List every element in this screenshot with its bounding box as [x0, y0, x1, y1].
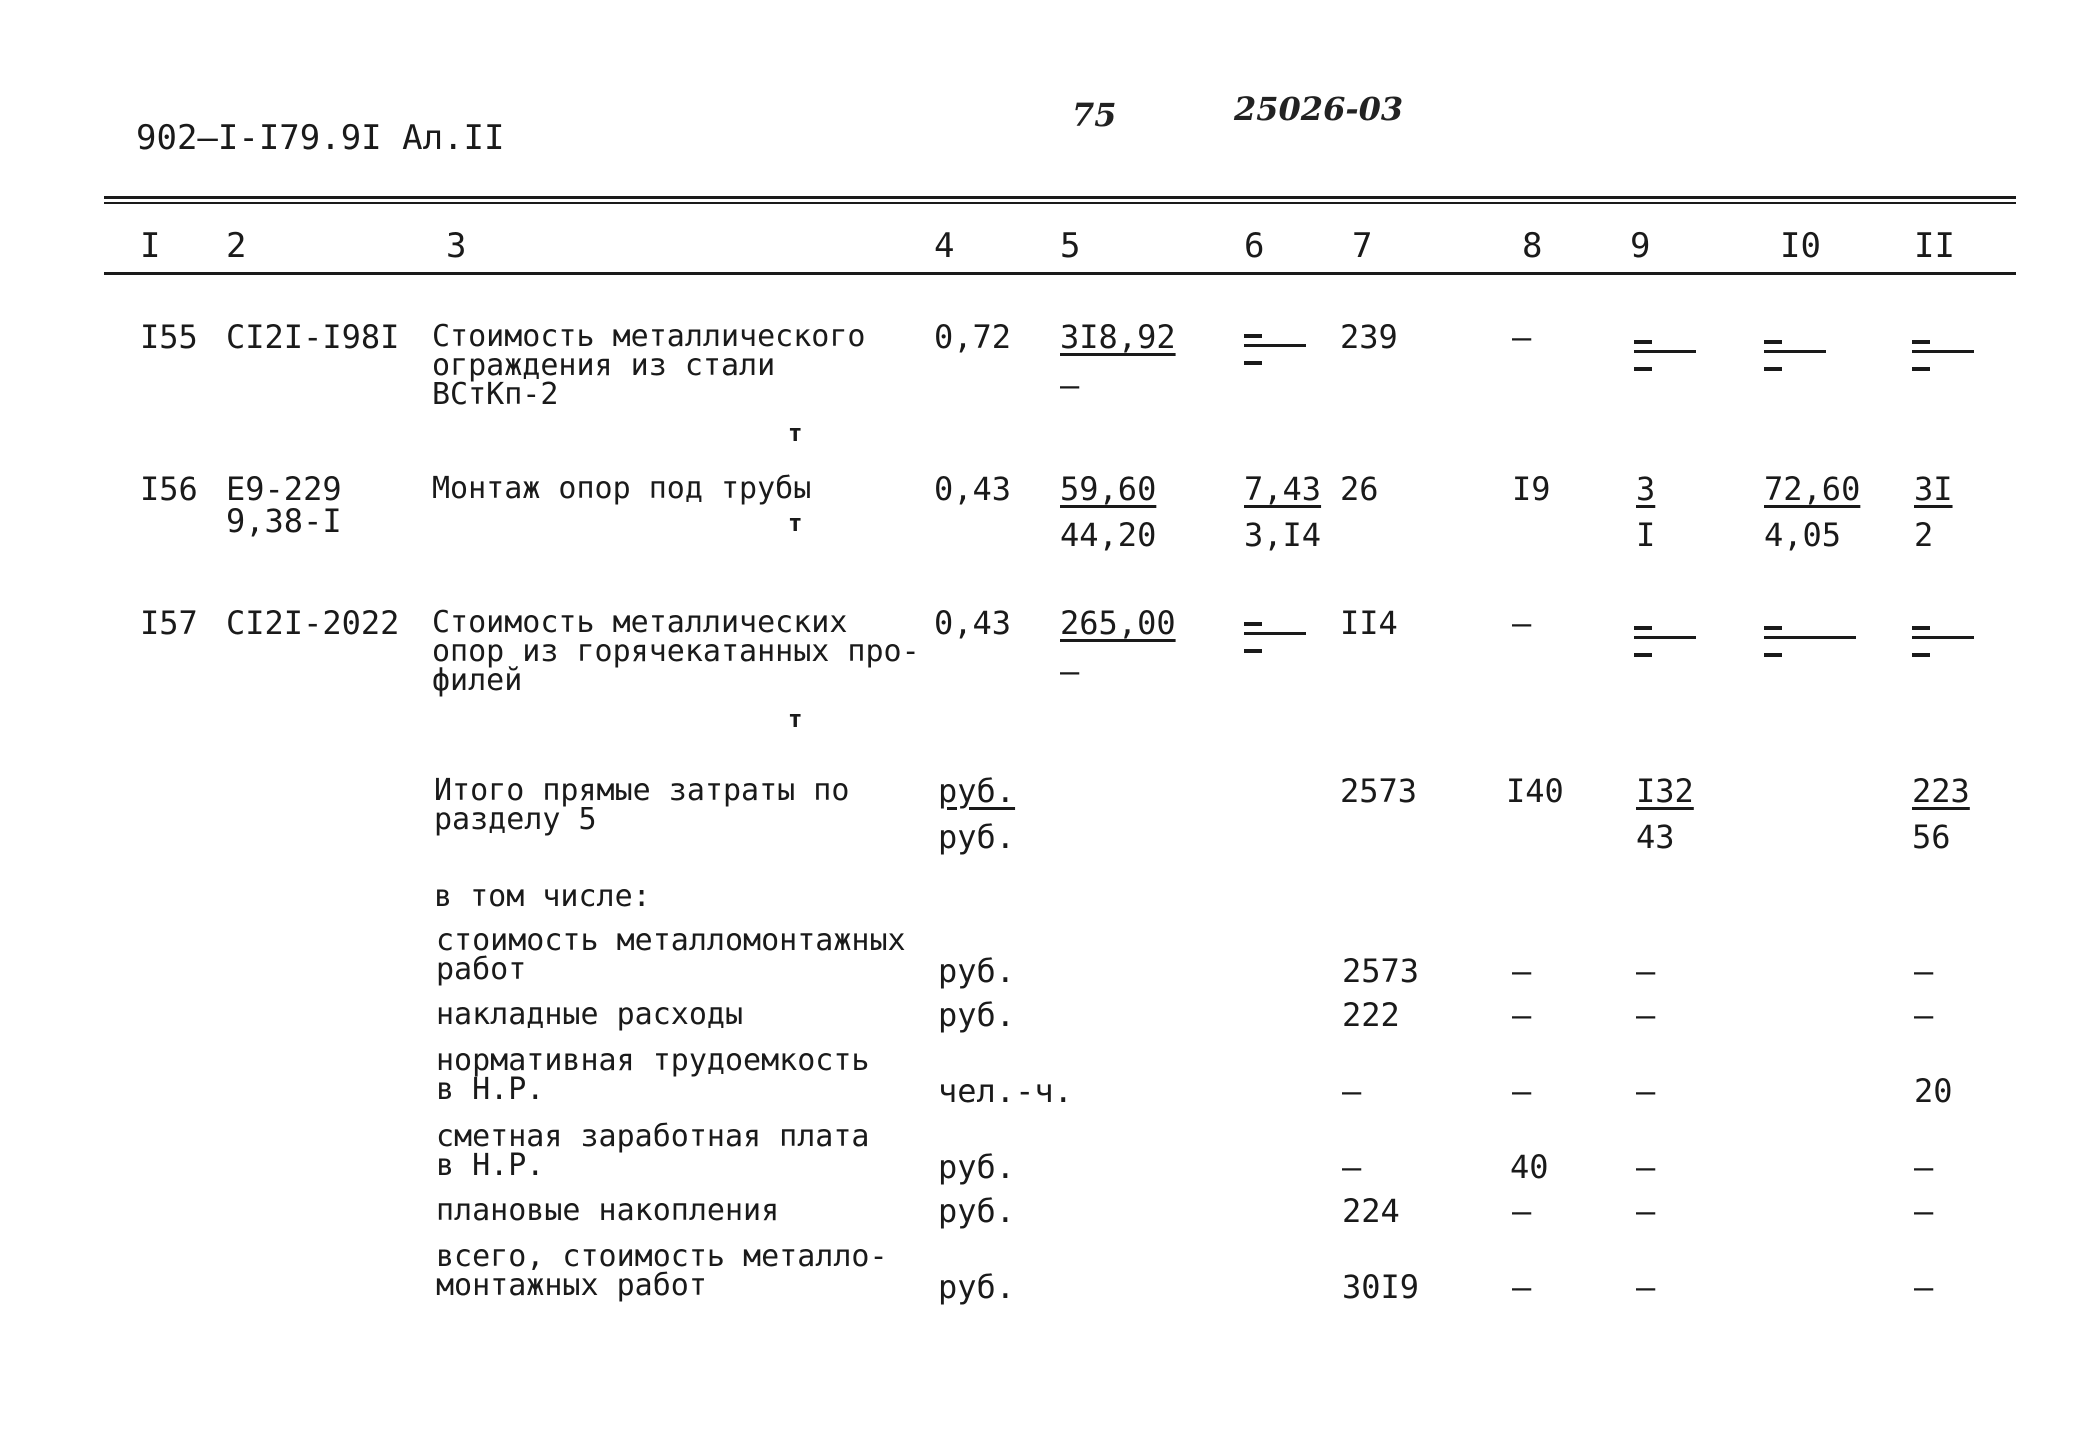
fraction-dash [1634, 626, 1696, 657]
fraction-dash [1764, 340, 1826, 371]
breakdown-machine: — [1636, 952, 1656, 990]
row-number: I56 [140, 470, 198, 508]
total-unit-bottom: руб. [938, 818, 1016, 856]
breakdown-unit: чел.-ч. [938, 1072, 1073, 1110]
total-machine-wage: 43 [1636, 818, 1675, 856]
total-cost: 26 [1340, 470, 1379, 508]
top-rule-second [104, 202, 2016, 204]
breakdown-wage: — [1512, 952, 1532, 990]
breakdown-cost: 2573 [1342, 952, 1420, 990]
total-machinist-labor: 56 [1912, 818, 1951, 856]
norm-code: CI2I-2022 [226, 604, 400, 642]
breakdown-unit: руб. [938, 952, 1016, 990]
fraction-dash [1912, 340, 1974, 371]
column-header-5: 5 [1060, 226, 1081, 266]
breakdown-unit: руб. [938, 1192, 1016, 1230]
total-wage: — [1512, 604, 1532, 642]
including-label: в том числе: [434, 879, 651, 914]
unit-mark: т [788, 705, 803, 733]
row-description: Стоимость металлического ограждения из стали ВСтКп-2 [432, 319, 866, 412]
row-number: I55 [140, 318, 198, 356]
unit-wage: — [1060, 366, 1080, 404]
total-labor: 223 [1912, 772, 1970, 810]
breakdown-wage: — [1512, 1192, 1532, 1230]
breakdown-label: плановые накопления [436, 1193, 780, 1228]
breakdown-wage: — [1512, 996, 1532, 1034]
breakdown-labor: — [1914, 1192, 1934, 1230]
machine-wage: I [1636, 516, 1656, 554]
column-header-1: I [140, 226, 161, 266]
norm-code-secondary: 9,38-I [226, 502, 342, 540]
column-header-3: 3 [446, 226, 467, 266]
breakdown-wage: 40 [1510, 1148, 1549, 1186]
breakdown-wage: — [1512, 1268, 1532, 1306]
fraction-dash [1764, 626, 1856, 657]
column-header-7: 7 [1352, 226, 1373, 266]
breakdown-machine: — [1636, 1268, 1656, 1306]
breakdown-labor: — [1914, 952, 1934, 990]
column-header-10: I0 [1780, 226, 1821, 266]
fraction-dash [1634, 340, 1696, 371]
total-wage: — [1512, 318, 1532, 356]
row-description: Стоимость металлических опор из горячекатанных про- филей [432, 605, 920, 698]
breakdown-label: нормативная трудоемкость в Н.Р. [436, 1043, 870, 1107]
quantity: 0,72 [934, 318, 1012, 356]
breakdown-label: всего, стоимость металло- монтажных работ [436, 1239, 888, 1303]
machinist-labor-unit: 4,05 [1764, 516, 1842, 554]
breakdown-cost: 30I9 [1342, 1268, 1420, 1306]
quantity: 0,43 [934, 470, 1012, 508]
breakdown-machine: — [1636, 1072, 1656, 1110]
document-code: 902—I-I79.9I Ал.II [136, 118, 505, 158]
machinist-labor-total: 2 [1914, 516, 1934, 554]
breakdown-labor: — [1914, 996, 1934, 1034]
machine-cost: 3 [1636, 470, 1656, 508]
norm-code: CI2I-I98I [226, 318, 400, 356]
row-number: I57 [140, 604, 198, 642]
column-header-4: 4 [934, 226, 955, 266]
breakdown-labor: — [1914, 1148, 1934, 1186]
column-header-6: 6 [1244, 226, 1265, 266]
breakdown-cost: — [1342, 1148, 1362, 1186]
total-cost: 239 [1340, 318, 1398, 356]
total-cost: II4 [1340, 604, 1398, 642]
quantity: 0,43 [934, 604, 1012, 642]
unit-mark: т [788, 509, 803, 537]
breakdown-label: накладные расходы [436, 997, 744, 1032]
fraction-dash [1244, 622, 1306, 653]
breakdown-machine: — [1636, 1148, 1656, 1186]
unit-wage: 44,20 [1060, 516, 1157, 554]
breakdown-cost: 224 [1342, 1192, 1400, 1230]
header-rule [104, 272, 2016, 275]
breakdown-unit: руб. [938, 1268, 1016, 1306]
unit-cost: 59,60 [1060, 470, 1157, 508]
breakdown-labor: 20 [1914, 1072, 1953, 1110]
unit-mark: т [788, 419, 803, 447]
breakdown-label: стоимость металломонтажных работ [436, 923, 906, 987]
labor-total: 3I [1914, 470, 1953, 508]
breakdown-unit: руб. [938, 996, 1016, 1034]
labor-unit: 72,60 [1764, 470, 1861, 508]
breakdown-label: сметная заработная плата в Н.Р. [436, 1119, 870, 1183]
unit-machine-cost: 7,43 [1244, 470, 1322, 508]
total-direct-cost: 2573 [1340, 772, 1418, 810]
total-label: Итого прямые затраты по разделу 5 [434, 773, 850, 837]
breakdown-cost: — [1342, 1072, 1362, 1110]
breakdown-machine: — [1636, 1192, 1656, 1230]
breakdown-unit: руб. [938, 1148, 1016, 1186]
column-header-2: 2 [226, 226, 247, 266]
norm-code: E9-229 [226, 470, 342, 508]
total-machine-cost: I32 [1636, 772, 1694, 810]
breakdown-cost: 222 [1342, 996, 1400, 1034]
breakdown-labor: — [1914, 1268, 1934, 1306]
page-number: 75 [1072, 96, 1117, 134]
breakdown-machine: — [1636, 996, 1656, 1034]
unit-machine-wage: 3,I4 [1244, 516, 1322, 554]
column-header-8: 8 [1522, 226, 1543, 266]
row-description: Монтаж опор под трубы [432, 471, 812, 506]
total-wage: I9 [1512, 470, 1551, 508]
fraction-dash [1244, 334, 1306, 365]
unit-cost: 265,00 [1060, 604, 1176, 642]
project-number: 25026-03 [1234, 90, 1404, 128]
breakdown-wage: — [1512, 1072, 1532, 1110]
unit-wage: — [1060, 652, 1080, 690]
fraction-dash [1912, 626, 1974, 657]
top-rule [104, 196, 2016, 199]
unit-cost: 3I8,92 [1060, 318, 1176, 356]
total-unit-top: руб. [938, 772, 1016, 810]
column-header-11: II [1914, 226, 1955, 266]
total-wages: I40 [1506, 772, 1564, 810]
column-header-9: 9 [1630, 226, 1651, 266]
